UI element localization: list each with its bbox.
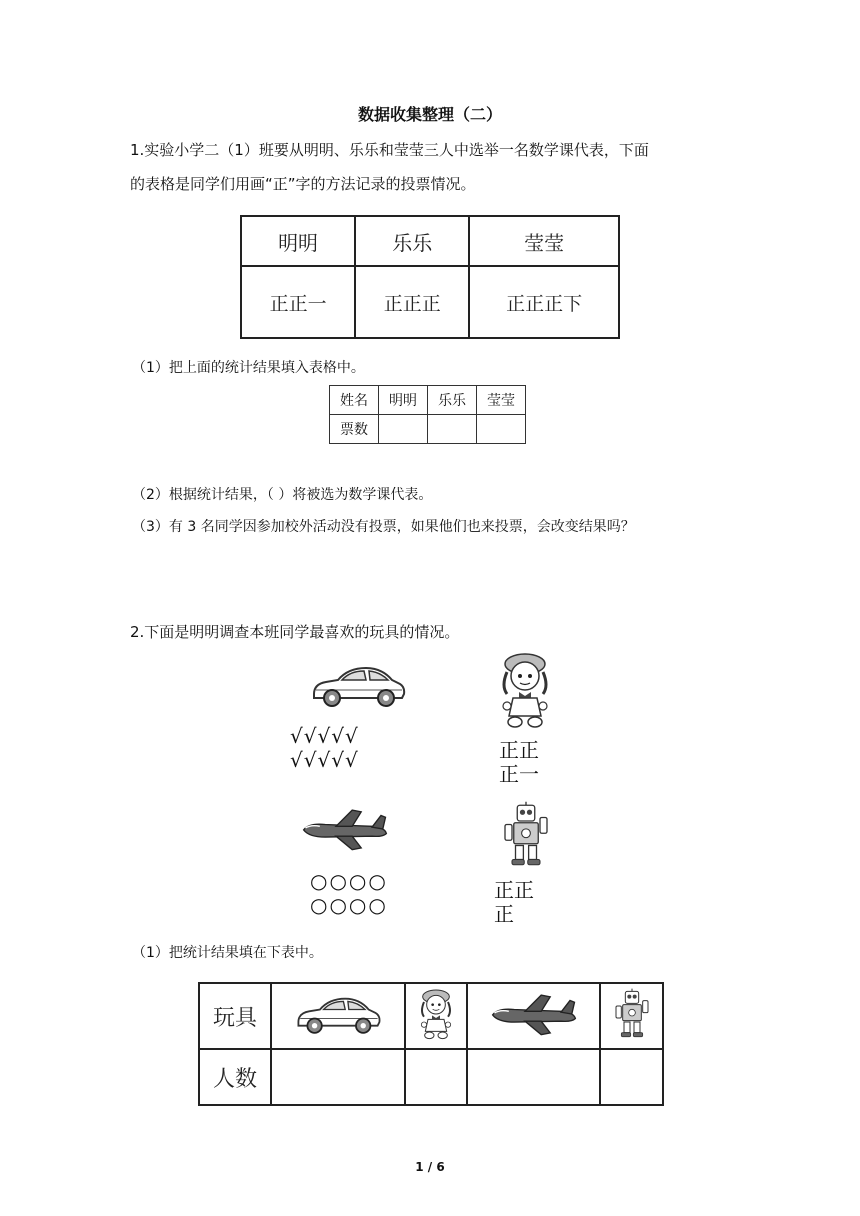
tally-marks-mingming: 正正一 xyxy=(241,266,355,338)
doll-icon xyxy=(495,650,555,730)
fill-header-name: 姓名 xyxy=(330,386,379,415)
q1-text-line1: 1.实验小学二（1）班要从明明、乐乐和莹莹三人中选举一名数学课代表，下面 xyxy=(130,141,649,159)
robot-icon xyxy=(612,987,652,1041)
fill-cell-yingying[interactable] xyxy=(477,415,526,444)
plane-tally-block xyxy=(300,805,410,915)
count-cell-plane[interactable] xyxy=(467,1049,601,1105)
toy-table-label-count: 人数 xyxy=(199,1049,271,1105)
tally-marks-lele: 正正正 xyxy=(355,266,469,338)
car-marks-row2: √√√√√ xyxy=(290,748,359,772)
tally-header-mingming: 明明 xyxy=(241,216,355,266)
tally-header-lele: 乐乐 xyxy=(355,216,469,266)
car-icon xyxy=(308,660,408,710)
fill-header-lele: 乐乐 xyxy=(428,386,477,415)
robot-marks-row1: 正正 xyxy=(494,878,534,902)
doll-marks-row2: 正一 xyxy=(499,762,539,786)
toy-cell-robot xyxy=(600,983,663,1049)
robot-icon xyxy=(496,800,556,870)
fill-header-yingying: 莹莹 xyxy=(477,386,526,415)
q1-sub3: （3）有 3 名同学因参加校外活动没有投票，如果他们也来投票，会改变结果吗？ xyxy=(132,519,635,535)
q1-sub1: （1）把上面的统计结果填入表格中。 xyxy=(132,360,365,376)
car-marks-row1: √√√√√ xyxy=(290,724,359,748)
page-title: 数据收集整理（二） xyxy=(357,105,502,124)
fill-label-votes: 票数 xyxy=(330,415,379,444)
car-tally-block xyxy=(290,660,430,780)
plane-marks-row2: ○○○○ xyxy=(310,893,388,917)
fill-cell-lele[interactable] xyxy=(428,415,477,444)
plane-icon xyxy=(489,991,579,1037)
q1-sub2: （2）根据统计结果，（ ）将被选为数学课代表。 xyxy=(132,487,433,503)
count-cell-car[interactable] xyxy=(271,1049,405,1105)
tally-header-yingying: 莹莹 xyxy=(469,216,619,266)
doll-tally-block xyxy=(475,650,585,785)
toy-cell-car xyxy=(271,983,405,1049)
toy-count-table xyxy=(198,982,664,1106)
plane-marks-row1: ○○○○ xyxy=(310,869,388,893)
q1-text-line2: 的表格是同学们用画“正”字的方法记录的投票情况。 xyxy=(130,175,476,193)
car-icon xyxy=(293,991,383,1037)
toy-cell-doll xyxy=(405,983,467,1049)
count-cell-robot[interactable] xyxy=(600,1049,663,1105)
vote-fill-table xyxy=(329,385,526,444)
count-cell-doll[interactable] xyxy=(405,1049,467,1105)
toy-cell-plane xyxy=(467,983,601,1049)
doll-icon xyxy=(416,987,456,1041)
tally-marks-yingying: 正正正下 xyxy=(469,266,619,338)
fill-cell-mingming[interactable] xyxy=(379,415,428,444)
q2-sub1: （1）把统计结果填在下表中。 xyxy=(132,945,323,961)
doll-marks-row1: 正正 xyxy=(499,738,539,762)
page-number: 1 / 6 xyxy=(415,1160,445,1174)
vote-tally-table xyxy=(240,215,620,339)
q2-text: 2.下面是明明调查本班同学最喜欢的玩具的情况。 xyxy=(130,623,460,641)
fill-header-mingming: 明明 xyxy=(379,386,428,415)
robot-tally-block xyxy=(478,800,588,925)
robot-marks-row2: 正 xyxy=(494,902,514,926)
toy-table-label-toy: 玩具 xyxy=(199,983,271,1049)
plane-icon xyxy=(300,805,390,853)
